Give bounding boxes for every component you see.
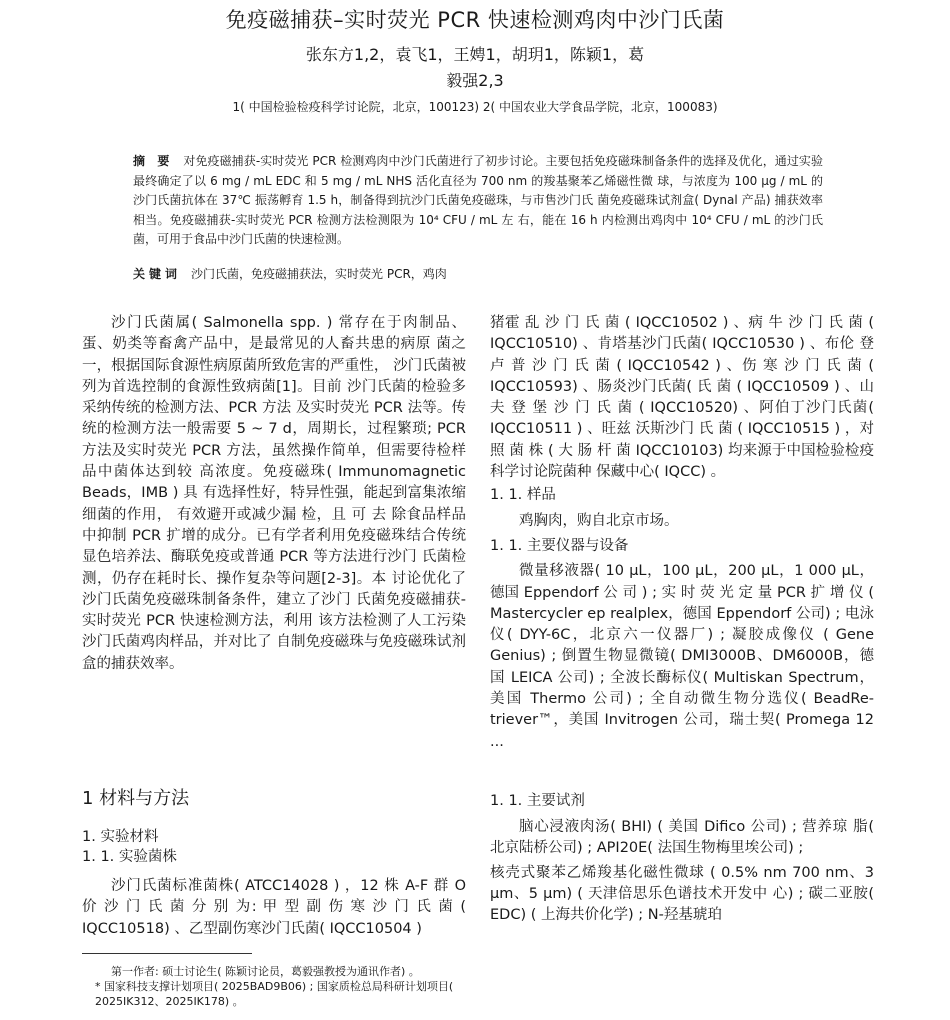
reagents-paragraph: 脑心浸液肉汤( BHI) ( 美国 Difico 公司) ; 营养琼 脂( 北京陆桥公司) ; API20E( 法国生物梅里埃公司) ; xyxy=(490,818,874,856)
section-heading-1-1: 1. 实验材料 xyxy=(82,829,159,845)
microsphere-paragraph: 核壳式聚苯乙烯羧基化磁性微球 ( 0.5% nm 700 nm、3 μm、5 μm) ( 天津倍思乐色谱技术开发中 心) ; 碳二亚胺( EDC) ( 上海共价化学) ; N-羟基琥珀 xyxy=(490,864,874,924)
section-heading-instruments: 1. 1. 主要仪器与设备 xyxy=(490,537,629,554)
keywords-label: 关键词 xyxy=(133,267,182,281)
section-heading-reagents: 1. 1. 主要试剂 xyxy=(490,793,585,810)
right-column xyxy=(490,313,874,926)
samples-paragraph: 鸡胸肉，购自北京市场。 xyxy=(519,512,679,529)
keywords xyxy=(133,265,823,285)
authors-line-2: 毅强2,3 xyxy=(446,71,504,90)
author-list xyxy=(240,42,710,94)
keywords-text: 沙门氏菌，免疫磁捕获法，实时荧光 PCR，鸡肉 xyxy=(191,267,447,281)
strains-paragraph: 沙门氏菌标准菌株( ATCC14028 ) ，12 株 A-F 群 O 价 沙 门 氏 菌 分 别 为: 甲 型 副 伤 寒 沙 门 氏 菌 ( IQCC10518) 、乙型副伤寒沙门氏菌( IQCC10504 ) xyxy=(82,878,466,937)
affiliation: 1( 中国检验检疫科学讨论院，北京，100123) 2( 中国农业大学食品学院，北京，100083) xyxy=(232,100,718,114)
section-heading-samples: 1. 1. 样品 xyxy=(490,487,556,504)
paper-title: 免疫磁捕获–实时荧光 PCR 快速检测鸡肉中沙门氏菌 xyxy=(225,8,725,32)
strains-continued: 猪霍 乱 沙 门 氏 菌 ( IQCC10502 ) 、病 牛 沙 门 氏 菌 ( IQCC10510) 、肯塔基沙门氏菌( IQCC10530 ) 、布伦 登卢 普 沙 门 氏 菌 ( IQCC10542 ) 、伤 寒 沙 门 氏 菌 ( IQCC10593) 、肠炎沙门氏菌( 氏 菌 ( IQCC10509 ) 、山 夫 登 堡 沙 门 氏 菌 ( IQCC10520) 、阿伯丁沙门氏菌( IQCC10511 ) 、旺兹 沃斯沙门 氏 菌 ( IQCC10515 ) ，对 照 菌 株 ( 大 肠 杆 菌 IQCC10103) 均来源于中国检验检疫科学讨论院菌种 保藏中心( IQCC) 。 xyxy=(490,315,874,481)
footnote-author: 第一作者: 硕士讨论生( 陈颖讨论员，葛毅强教授为通讯作者) 。 xyxy=(111,965,420,978)
footnotes xyxy=(95,964,475,1009)
abstract xyxy=(133,152,823,250)
footnote-funding: * 国家科技支撑计划项目( 2025BAD9B06) ; 国家质检总局科研计划项目( 2025IK312、2025IK178) 。 xyxy=(95,980,454,1008)
abstract-label: 摘 要 xyxy=(133,154,174,168)
authors-line-1: 张东方1,2，袁飞1，王娉1，胡玥1，陈颖1，葛 xyxy=(305,45,645,64)
instruments-paragraph: 微量移液器( 10 μL，100 μL，200 μL，1 000 μL， 德国 Eppendorf 公 司 ) ; 实 时 荧 光 定 量 PCR 扩 增 仪 ( Mastercycler ep realplex，德国 Eppendorf 公司) ; 电泳 仪( DYY-6C，北京六一仪器厂) ; 凝胶成像仪 ( Gene Genius) ; 倒置生物显微镜( DMI3000B、DM6000B，德 国 LEICA 公司) ; 全波长酶标仪( Multiskan Spectrum， 美国 Thermo 公司) ; 全自动微生物分选仪( BeadRe- triever™，美国 Invitrogen 公司，瑞士契( Promega 12 ... xyxy=(490,563,874,750)
section-heading-1: 1 材料与方法 xyxy=(82,788,190,809)
intro-paragraph: 沙门氏菌属( Salmonella spp. ) 常存在于肉制品、蛋、奶类等畜禽产品中，是最常见的人畜共患的病原 菌之一，根据国际食源性病原菌所致危害的严重性， 沙门氏菌被列为首选控制的食源性致病菌[1]。目前 沙门氏菌的检验多采纳传统的检测方法、PCR 方法 及实时荧光 PCR 法等。传统的检测方法一般需要 5 ~ 7 d，周期长，过程繁琐; PCR 方法及实时荧光 PCR 方法，虽然操作简单，但需要待检样品中菌体达到较 高浓度。免疫磁珠( Immunomagnetic Beads，IMB ) 具 有选择性好，特异性强，能起到富集浓缩细菌的作用， 有效避开或减少漏 检，且 可 去 除食品样品中抑制 PCR 扩增的成分。已有学者利用免疫磁珠结合传统 显色培养法、酶联免疫或普通 PCR 等方法进行沙门 氏菌检测，仍存在耗时长、操作复杂等问题[2-3]。本 讨论优化了沙门氏菌免疫磁珠制备条件，建立了沙门 氏菌免疫磁捕获-实时荧光 PCR 快速检测方法，利用 该方法检测了人工污染沙门氏菌鸡肉样品，并对比了 自制免疫磁珠与免疫磁珠试剂盒的捕获效率。 xyxy=(82,315,466,672)
abstract-text: 对免疫磁捕获-实时荧光 PCR 检测鸡肉中沙门氏菌进行了初步讨论。主要包括免疫磁珠制备条件的选择及优化，通过实验最终确定了以 6 mg / mL EDC 和 5 mg / mL NHS 活化直径为 700 nm 的羧基聚苯乙烯磁性微 球，与浓度为 100 μg / mL 的沙门氏菌抗体在 37℃ 振荡孵育 1.5 h，制备得到抗沙门氏菌免疫磁珠，与市售沙门氏 菌免疫磁珠试剂盒( Dynal 产品) 捕获效率相当。免疫磁捕获-实时荧光 PCR 检测方法检测限为 10⁴ CFU / mL 左 右，能在 16 h 内检测出鸡肉中 10⁴ CFU / mL 的沙门氏菌，可用于食品中沙门氏菌的快速检测。 xyxy=(133,154,823,246)
section-heading-1-1-1: 1. 1. 实验菌株 xyxy=(82,849,177,865)
footnote-rule xyxy=(82,953,252,954)
